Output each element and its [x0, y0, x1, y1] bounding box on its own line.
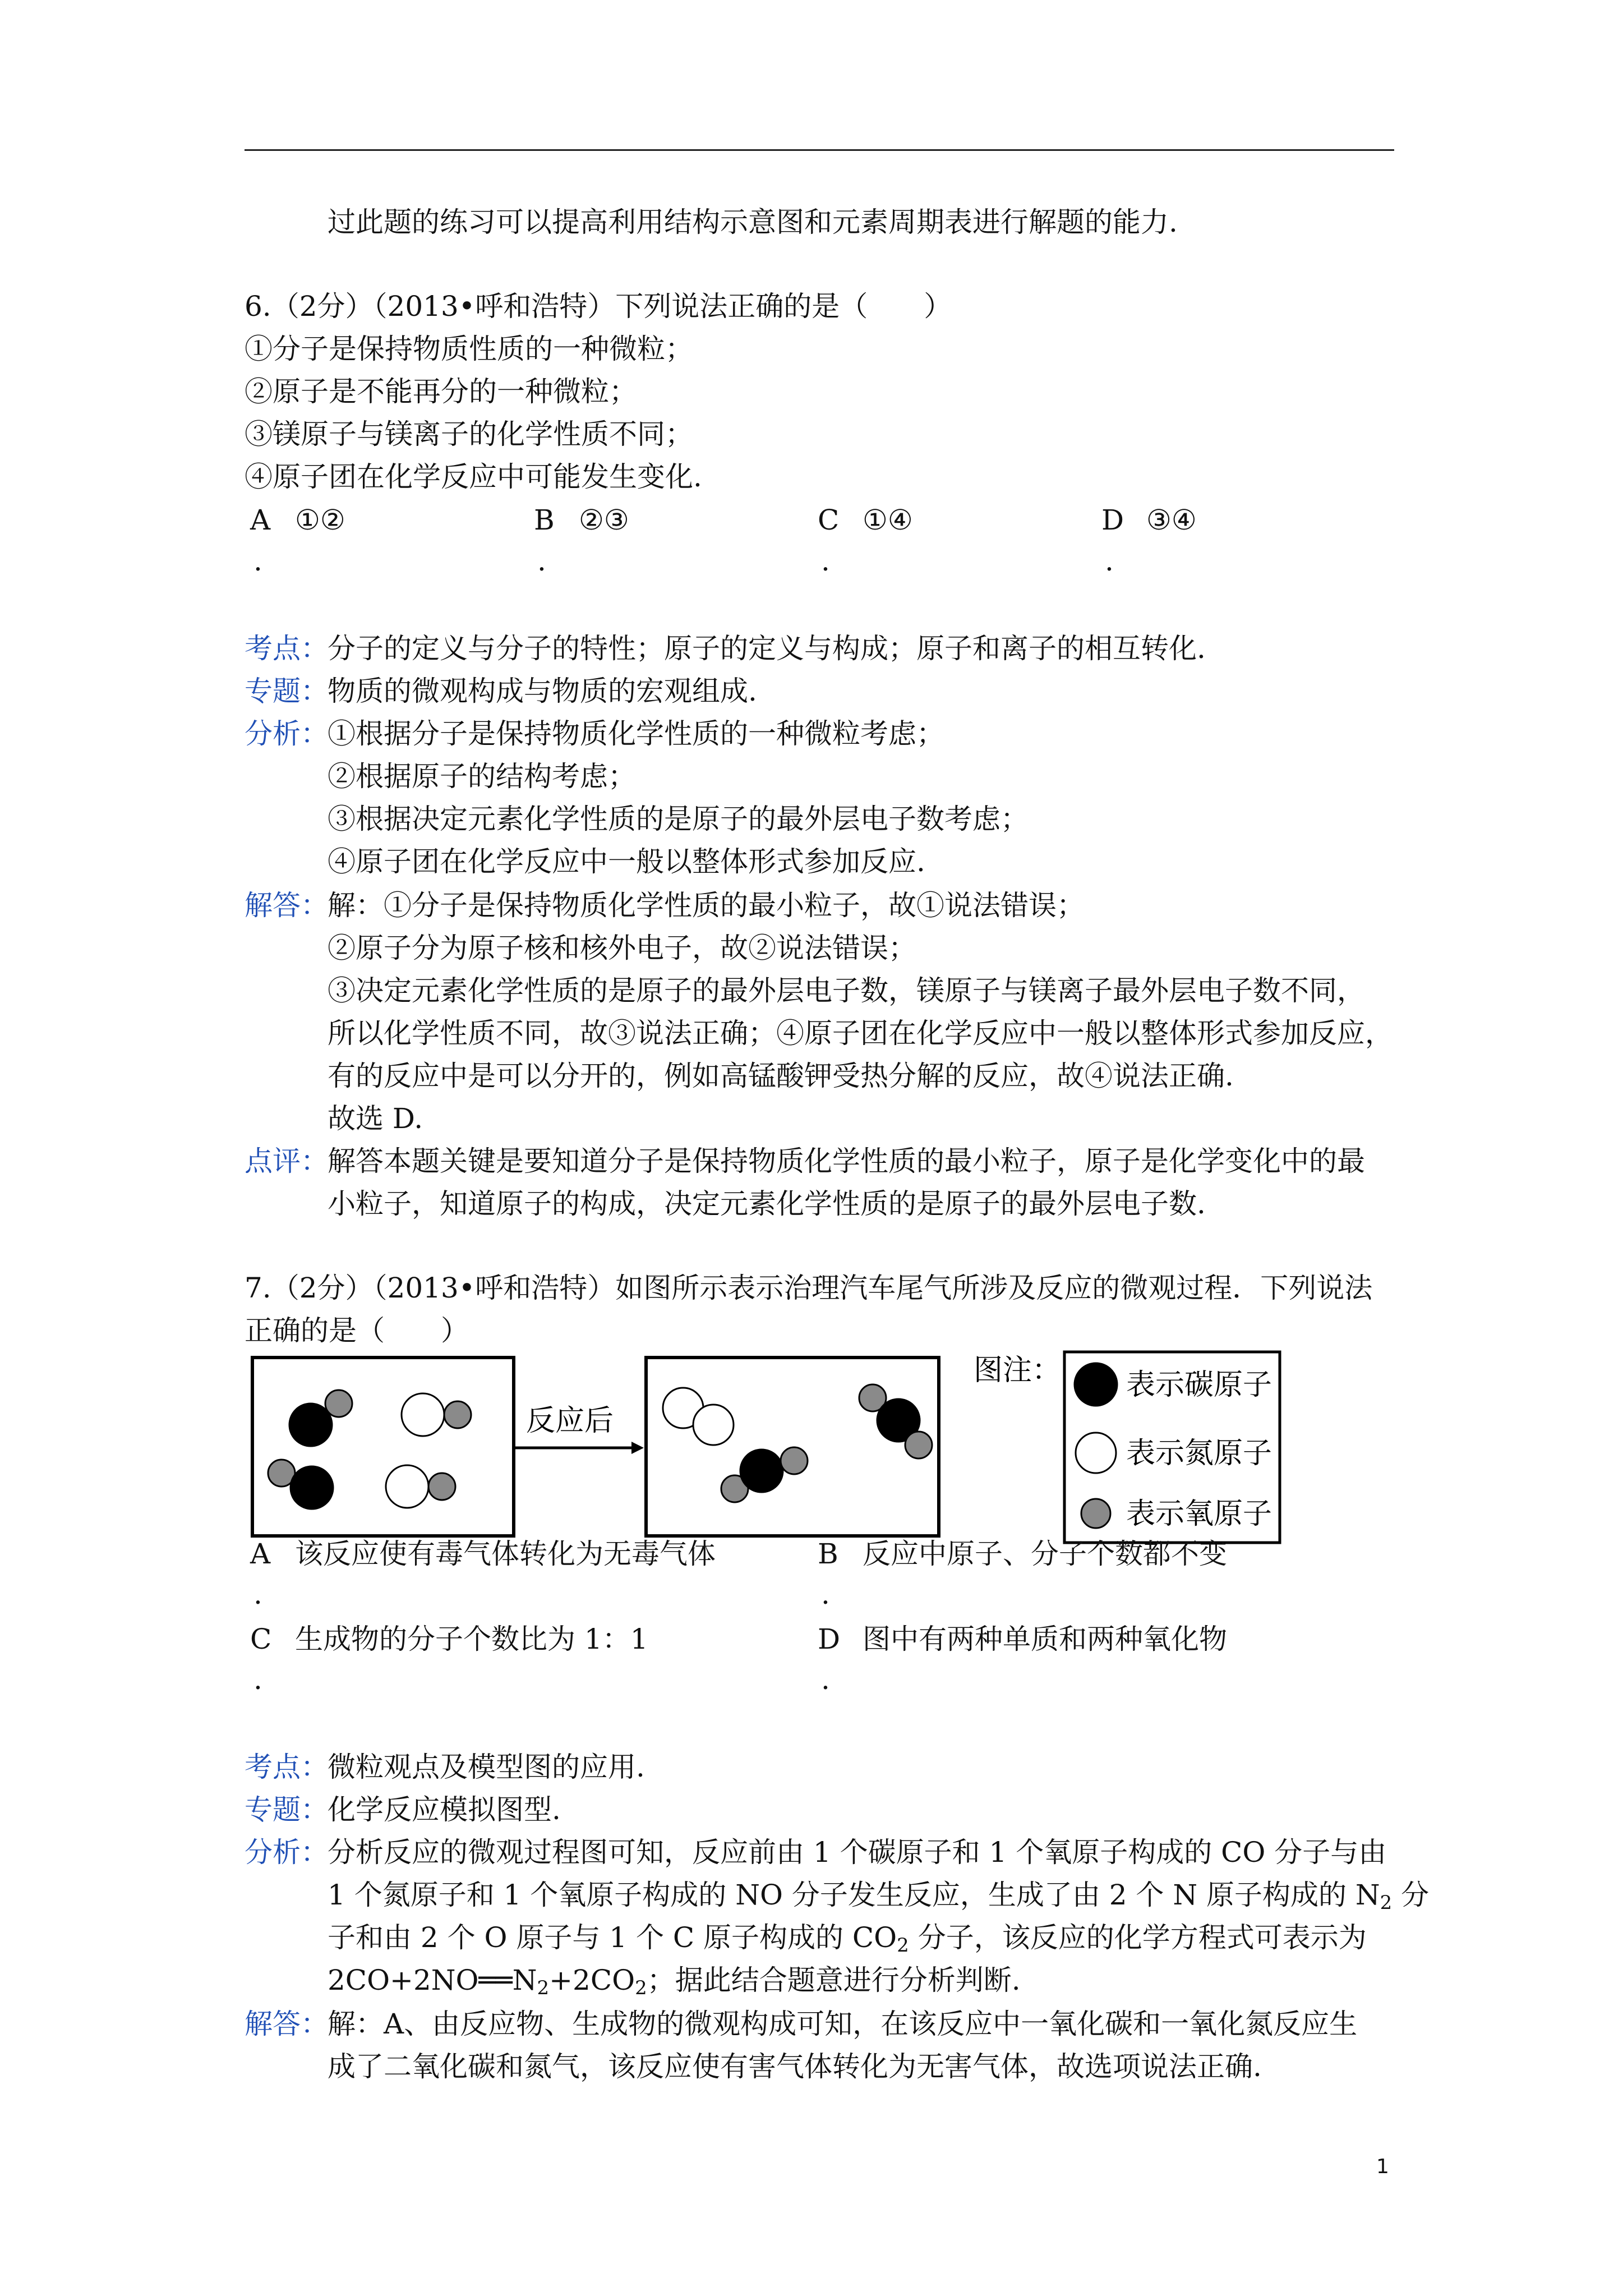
q6-option-a-dot: .: [253, 545, 262, 577]
q6-dianping-label: 点评：: [245, 1145, 329, 1177]
legend-title: 图注：: [974, 1354, 1062, 1387]
q6-option-c-dot: .: [821, 545, 830, 577]
q6-statement-2: ②原子是不能再分的一种微粒；: [245, 375, 637, 408]
oxygen-atom: [444, 1401, 471, 1428]
q6-option-b-text: ②③: [579, 504, 629, 536]
oxygen-atom: [428, 1473, 455, 1500]
q6-jieda-line-6: 故选 D.: [328, 1102, 423, 1135]
reactants-box: [252, 1358, 514, 1536]
q7-option-a-text: 该反应使有毒气体转化为无毒气体: [295, 1538, 716, 1570]
q6-option-d-text: ③④: [1146, 504, 1197, 536]
q7-fenxi-line-4: $2CO+2NO══N_2+2CO_2$；据此结合题意进行分析判断.: [328, 1964, 1021, 1999]
legend-oxygen-swatch: [1081, 1499, 1110, 1528]
q6-jieda-line-5: 有的反应中是可以分开的，例如高锰酸钾受热分解的反应，故④说法正确.: [328, 1060, 1234, 1092]
q6-fenxi-line-4: ④原子团在化学反应中一般以整体形式参加反应.: [328, 845, 925, 878]
q6-statement-1: ①分子是保持物质性质的一种微粒；: [245, 333, 693, 365]
q7-kaodian: 微粒观点及模型图的应用.: [328, 1751, 645, 1783]
q6-fenxi-line-2: ②根据原子的结构考虑；: [328, 760, 636, 793]
q7-option-b-letter: B: [818, 1538, 838, 1570]
q7-jieda-line-1: 解：A、由反应物、生成物的微观构成可知，在该反应中一氧化碳和一氧化氮反应生: [328, 2008, 1358, 2040]
legend-oxygen-label: 表示氧原子: [1126, 1498, 1272, 1530]
carbon-atom: [740, 1450, 783, 1492]
q6-option-a-text: ①②: [295, 504, 345, 536]
q6-option-a-letter: A: [250, 504, 271, 536]
q6-dianping-line-1: 解答本题关键是要知道分子是保持物质化学性质的最小粒子，原子是化学变化中的最: [328, 1145, 1365, 1177]
legend-carbon-label: 表示碳原子: [1126, 1369, 1272, 1401]
q7-zhuanti-label: 专题：: [245, 1793, 329, 1826]
page-number: 1: [1376, 2155, 1389, 2178]
nitrogen-atom: [386, 1465, 428, 1508]
q7-option-c-text: 生成物的分子个数比为 1：1: [295, 1623, 648, 1655]
nitrogen-atom: [693, 1405, 734, 1445]
q6-option-d-dot: .: [1105, 545, 1114, 577]
q7-jieda-line-2: 成了二氧化碳和氮气，该反应使有害气体转化为无害气体，故选项说法正确.: [328, 2050, 1262, 2083]
q7-option-c-letter: C: [250, 1623, 272, 1655]
q6-kaodian-label: 考点：: [245, 632, 329, 665]
q6-option-c-text: ①④: [863, 504, 913, 536]
q6-fenxi-line-1: ①根据分子是保持物质化学性质的一种微粒考虑；: [328, 717, 944, 750]
q7-option-d-text: 图中有两种单质和两种氧化物: [863, 1623, 1227, 1655]
q7-option-a-letter: A: [250, 1538, 271, 1570]
carbon-atom: [291, 1466, 333, 1509]
q6-option-b-dot: .: [537, 545, 546, 577]
oxygen-atom: [905, 1432, 932, 1458]
legend-carbon-swatch: [1075, 1363, 1117, 1406]
q6-zhuanti-label: 专题：: [245, 675, 329, 707]
q7-fenxi-label: 分析：: [245, 1836, 329, 1869]
q6-statement-4: ④原子团在化学反应中可能发生变化.: [245, 461, 702, 493]
q6-jieda-line-3: ③决定元素化学性质的是原子的最外层电子数，镁原子与镁离子最外层电子数不同，: [328, 974, 1365, 1007]
q7-option-a-dot: .: [253, 1578, 262, 1611]
q6-fenxi-label: 分析：: [245, 717, 329, 750]
q7-stem-line-2: 正确的是（ ）: [245, 1314, 469, 1347]
q7-stem-line-1: 7.（2分）（2013•呼和浩特）如图所示表示治理汽车尾气所涉及反应的微观过程．下列说法: [245, 1272, 1373, 1304]
q6-zhuanti: 物质的微观构成与物质的宏观组成.: [328, 675, 757, 707]
oxygen-atom: [781, 1447, 808, 1474]
header-rule: [245, 149, 1394, 151]
q6-jieda-line-1: 解：①分子是保持物质化学性质的最小粒子，故①说法错误；: [328, 889, 1085, 922]
q6-jieda-line-4: 所以化学性质不同，故③说法正确；④原子团在化学反应中一般以整体形式参加反应，: [328, 1017, 1393, 1050]
arrow-label: 反应后: [526, 1405, 614, 1437]
q7-fenxi-line-1: 分析反应的微观过程图可知，反应前由 1 个碳原子和 1 个氧原子构成的 CO 分子与由: [328, 1836, 1387, 1869]
q7-option-d-dot: .: [821, 1663, 830, 1696]
nitrogen-atom: [402, 1393, 444, 1436]
q6-fenxi-line-3: ③根据决定元素化学性质的是原子的最外层电子数考虑；: [328, 803, 1029, 835]
q7-option-b-text: 反应中原子、分子个数都不变: [863, 1538, 1227, 1570]
q7-option-d-letter: D: [818, 1623, 841, 1655]
q6-stem: 6.（2分）（2013•呼和浩特）下列说法正确的是（ ）: [245, 290, 952, 323]
q7-fenxi-line-3: 子和由 2 个 O 原子与 1 个 C 原子构成的 $CO_2$ 分子，该反应的化学方程式可表示为: [328, 1921, 1367, 1957]
q6-jieda-label: 解答：: [245, 889, 329, 922]
q7-option-c-dot: .: [253, 1663, 262, 1696]
q6-jieda-line-2: ②原子分为原子核和核外电子，故②说法错误；: [328, 932, 916, 964]
reaction-diagram: [245, 1346, 1310, 1554]
q6-statement-3: ③镁原子与镁离子的化学性质不同；: [245, 418, 693, 450]
q6-option-c-letter: C: [818, 504, 840, 536]
legend-nitrogen-label: 表示氮原子: [1126, 1437, 1272, 1470]
q7-option-b-dot: .: [821, 1578, 830, 1611]
legend-nitrogen-swatch: [1076, 1433, 1116, 1473]
q7-jieda-label: 解答：: [245, 2008, 329, 2040]
q6-option-d-letter: D: [1101, 504, 1124, 536]
q6-option-b-letter: B: [534, 504, 555, 536]
carryover-line: 过此题的练习可以提高利用结构示意图和元素周期表进行解题的能力.: [328, 206, 1178, 238]
carbon-atom: [289, 1404, 332, 1446]
q6-kaodian: 分子的定义与分子的特性；原子的定义与构成；原子和离子的相互转化.: [328, 632, 1206, 665]
q7-fenxi-line-2: 1 个氮原子和 1 个氧原子构成的 NO 分子发生反应，生成了由 2 个 N 原子构成的 $N_2$ 分: [328, 1879, 1430, 1914]
arrow-head: [631, 1442, 644, 1454]
q6-dianping-line-2: 小粒子，知道原子的构成，决定元素化学性质的是原子的最外层电子数.: [328, 1188, 1206, 1220]
q7-zhuanti: 化学反应模拟图型.: [328, 1793, 561, 1826]
q7-kaodian-label: 考点：: [245, 1751, 329, 1783]
